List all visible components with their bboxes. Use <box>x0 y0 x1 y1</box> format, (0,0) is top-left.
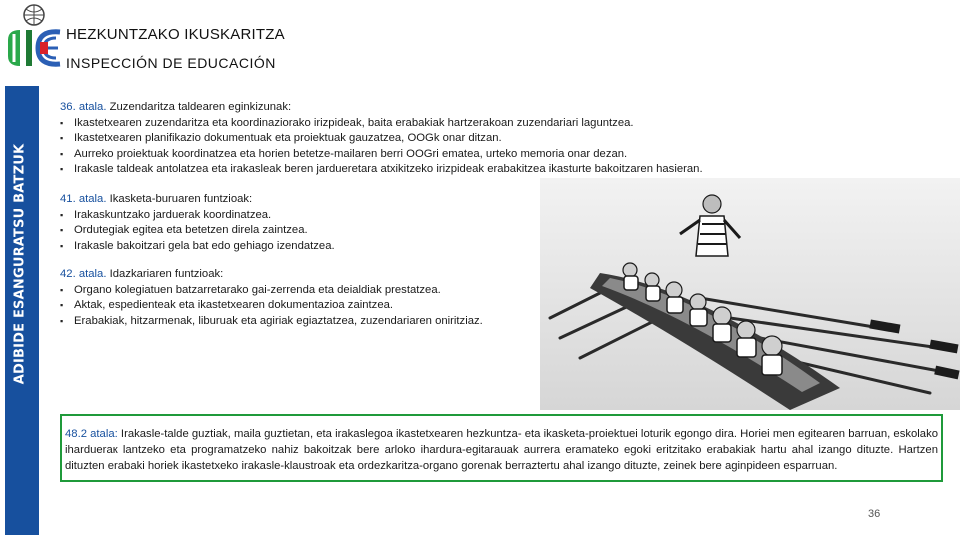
list-item: ▪ Aurreko proiektuak koordinatzea eta horien betetze-mailaren berri OOGri ematea, urteko memoria onar dezan. <box>60 147 703 163</box>
article-ref: 48.2 atala: <box>65 428 118 440</box>
section-heading <box>60 192 335 208</box>
article-ref: 42. atala. <box>60 268 107 280</box>
note-text: Irakasle-talde guztiak, maila guztietan, eta irakaslegoa ikastetxearen hezkuntza- eta ikasketa-proiektuei loturik egongo dira. Horiei men egitearen barruan, eskolako ihardueraк lantzeko eta programatzeko nahiz bakoitzak bere arloko ihardura-egitarauak aurrera eramateko egoki eritzitako erabakiak hartu ahal izango dituzte. Hartzen dituzten erabaki horiek ikastetxeko irakasle-klaustroak eta ordezkaritza-organo gorenak berraztertu ahal izango dituzte, zeinek bere aginpideen esparruan. <box>65 428 939 472</box>
section-heading <box>60 267 483 283</box>
ikuskaritza-logo <box>4 2 64 72</box>
bullet-list <box>60 283 483 330</box>
org-name-basque: HEZKUNTZAKO IKUSKARITZA <box>66 26 285 43</box>
section-heading <box>60 100 703 116</box>
section-36 <box>60 100 703 178</box>
list-item: ▪ Irakaskuntzako jarduerak koordinatzea. <box>60 208 335 224</box>
sidebar-label: ADIBIDE ESANGURATSU BATZUK <box>12 143 28 385</box>
section-41 <box>60 192 335 254</box>
section-title: Ikasketa-buruaren funtzioak: <box>106 193 253 205</box>
list-item: ▪ Irakasle taldeak antolatzea eta irakasleak beren jardueretara atxikitzeko irizpideak erabakitzea ikasturte bakoitzaren hasieran. <box>60 162 703 178</box>
rowing-boat-photo <box>540 178 960 410</box>
section-title: Idazkariaren funtzioak: <box>106 268 224 280</box>
list-item: ▪ Aktak, espedienteak eta ikastetxearen dokumentazioa zaintzea. <box>60 298 483 314</box>
list-item: ▪ Irakasle bakoitzari gela bat edo gehiago izendatzea. <box>60 239 335 255</box>
section-42 <box>60 267 483 329</box>
page-number: 36 <box>868 508 881 520</box>
article-ref: 36. atala. <box>60 101 107 113</box>
bullet-list <box>60 116 703 178</box>
list-item: ▪ Erabakiak, hitzarmenak, liburuak eta agiriak egiaztatzea, zuzendariaren oniritziaz. <box>60 314 483 330</box>
list-item: ▪ Ikastetxearen zuzendaritza eta koordinaziorako irizpideak, baita erabakiak hartzerakoan zuzendariari laguntzea. <box>60 116 703 132</box>
org-name-spanish: INSPECCIÓN DE EDUCACIÓN <box>66 55 276 71</box>
section-title: Zuzendaritza taldearen eginkizunak: <box>106 101 292 113</box>
article-note-box <box>60 414 943 482</box>
article-ref: 41. atala. <box>60 193 107 205</box>
list-item: ▪ Ordutegiak egitea eta betetzen direla zaintzea. <box>60 223 335 239</box>
bullet-list <box>60 208 335 255</box>
list-item: ▪ Organo kolegiatuen batzarretarako gai-zerrenda eta deialdiak prestatzea. <box>60 283 483 299</box>
list-item: ▪ Ikastetxearen planifikazio dokumentuak eta proiektuak gauzatzea, OOGk onar ditzan. <box>60 131 703 147</box>
